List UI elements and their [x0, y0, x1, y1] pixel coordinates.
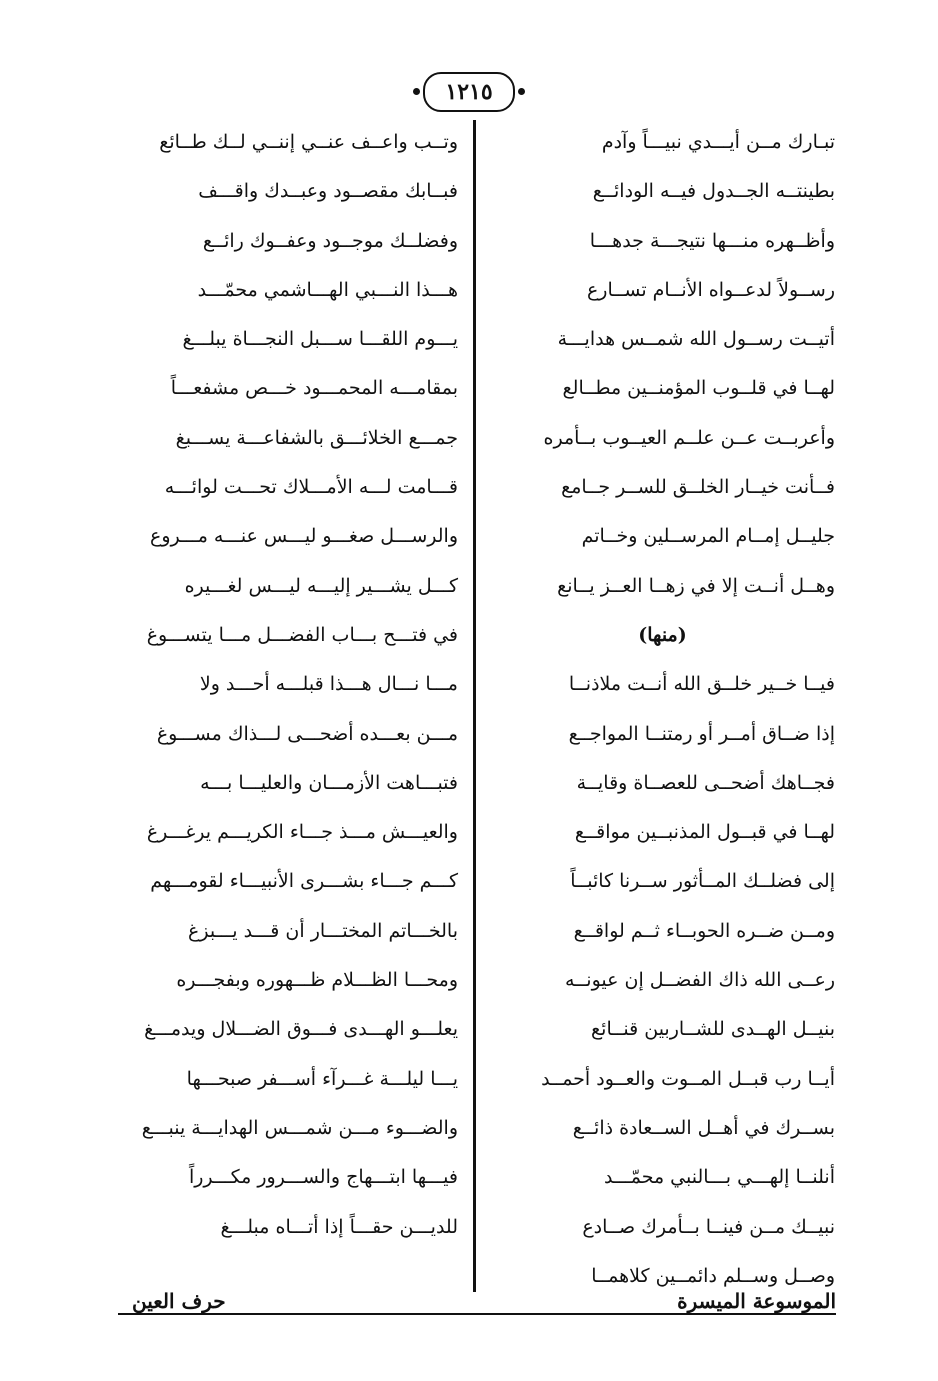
- verse-line: بالخـــاتم المختـــار أن قـــد يـــبزغ: [188, 919, 458, 942]
- verse-line: إلى فضلــك المــأثور ســرنا كائبــاً: [570, 870, 835, 893]
- verse-line: وصــل وســلم دائمــين كلاهمــا: [591, 1264, 835, 1287]
- footer-section-title: حرف العين: [132, 1289, 232, 1313]
- verse-line: وفضلــك موجــود وعفــوك رائــع: [202, 229, 458, 252]
- verse-line: يعلـــو الهـــدى فـــوق الضـــلال ويدمـــغ: [144, 1018, 458, 1041]
- verse-line: في فتـــح بـــاب الفضـــل مـــا يتســـوغ: [146, 623, 458, 646]
- verse-line: أيــا رب قبــل المــوت والعــود أحمــد: [541, 1067, 835, 1090]
- verse-line: فيــا خــير خلــق الله أنــت ملاذنــا: [568, 673, 835, 696]
- verse-line: مـــا نـــال هـــذا قبلـــه أحـــد ولا: [199, 673, 458, 696]
- verse-line: هـــذا النـــبي الهـــاشمي محمّـــد: [197, 278, 458, 301]
- verse-line: بمقامـــه المحمـــود خـــص مشفعـــاً: [170, 377, 458, 400]
- footer-rule: [118, 1313, 836, 1315]
- verse-line: بطينتــه الجــدول فيــه الودائــع: [592, 180, 835, 203]
- verse-line: نبيــك مــن فينــا بــأمرك صــادع: [582, 1215, 835, 1238]
- verse-line: تبـارك مــن أيـــدي نبيـــاً وآدم: [601, 131, 835, 153]
- left-column: [118, 118, 458, 1252]
- verse-line: والعيـــش مـــذ جـــاء الكريـــم يرغـــرغ: [146, 821, 458, 844]
- verse-line: كـــل يشـــير إليـــه ليـــس لغـــيره: [184, 574, 458, 597]
- verse-line: يـــوم اللقـــا ســـبل النجـــاة يبلـــغ: [182, 328, 458, 351]
- verse-line: جليــل إمــام المرســلين وخــاتم: [581, 525, 835, 548]
- verse-line: أتيــت رســول الله شمــس هدايـــة: [557, 328, 835, 351]
- verse-line: رســولاً لدعــواه الأنــام تســارع: [586, 278, 835, 301]
- verse-line: لهــا في قبــول المذنبــين مواقــع: [574, 821, 835, 844]
- verse-line: لهــا في قلــوب المؤمنــين مطــالع: [562, 377, 835, 400]
- verse-line: فبــابك مقصــود وعبــدك واقـــف: [198, 180, 458, 203]
- column-divider: [473, 120, 476, 1292]
- verse-line: فــأنت خيــار الخلــق للســر جــامع: [561, 476, 835, 499]
- verse-line: مـــن بعـــده أضحـــى لـــذاك مســـوغ: [156, 722, 458, 745]
- verse-line: والضـــوء مـــن شمـــس الهدايـــة ينبـــع: [141, 1116, 458, 1139]
- footer-book-title: الموسوعة الميسرة: [671, 1289, 836, 1313]
- verse-line: كـــم جـــاء بشـــرى الأنبيـــاء لقومـــهم: [150, 870, 458, 893]
- verse-line: جمـــع الخلائـــق بالشفاعـــة يســـبغ: [175, 426, 458, 449]
- verse-line: وتــب واعــف عنــي إننــي لــك طــائع: [159, 131, 458, 153]
- verse-line: بنيــل الهــدى للشــاربين قنــائع: [591, 1018, 835, 1041]
- verse-line: قـــامت لـــه الأمـــلاك تحـــت لوائـــه: [164, 476, 458, 499]
- verse-line: فتبـــاهت الأزمـــان والعليـــا بـــه: [200, 771, 458, 794]
- verse-line: وأعربــت عــن علــم العيــوب بــأمره: [543, 426, 835, 449]
- verse-line: ومــن ضــره الحوبــاء ثــم لواقــع: [573, 919, 835, 942]
- verse-line: وهــل أنــت إلا في زهــا العــز يــانع: [557, 574, 835, 597]
- page-number: ١٢١٥: [423, 72, 515, 112]
- verse-line: فيـــها ابتـــهاج والســـرور مكـــرراً: [188, 1166, 458, 1189]
- verse-line: فجــاهك أضحــى للعصــاة وقايــة: [576, 771, 835, 794]
- verse-line: يـــا ليلـــة غـــرآء أســـفر صبحـــها: [186, 1067, 458, 1090]
- verse-line: رعــى الله ذاك الفضــل إن عيونــه: [564, 969, 835, 992]
- verse-line: إذا ضــاق أمــر أو رمتنــا المواجــع: [568, 722, 835, 745]
- verse-line: بســرك في أهــل الســعادة ذائــع: [572, 1116, 835, 1139]
- verse-line: والرســـل صغـــو ليـــس عنـــه مـــروع: [150, 525, 458, 548]
- verse-line: وأظــهره منـــها نتيجـــة جدهـــا: [589, 229, 835, 252]
- right-column: [490, 118, 835, 1301]
- verse-line: للديـــن حقـــاً إذا أتـــاه مبلـــغ: [220, 1215, 458, 1238]
- section-heading: (منها): [638, 623, 687, 646]
- verse-line: أنلنــا إلهـــي بـــالنبي محمّـــد: [604, 1166, 835, 1189]
- verse-line: ومحـــا الظـــلام ظـــهوره وبفجـــره: [176, 969, 458, 992]
